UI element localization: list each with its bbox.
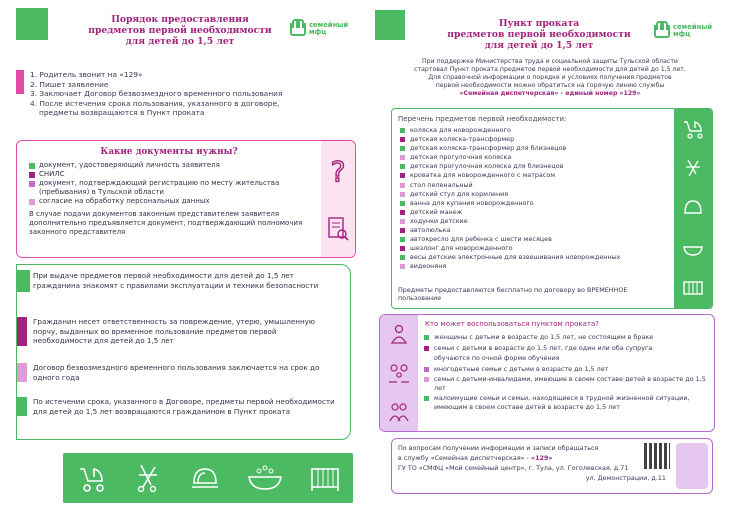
title-line: Порядок предоставления — [111, 14, 249, 25]
rules-box — [16, 264, 351, 440]
rule-text: Договор безвозмездного временного пользования заключается на срок до одного года — [33, 363, 320, 382]
item-entry: ходунки детские — [400, 217, 712, 226]
items-box — [391, 108, 713, 309]
rule-item — [17, 363, 337, 382]
intro-line: стартовал Пункт проката предметов первой необходимости для детей до 1,5 лет. — [414, 66, 686, 73]
title-line: для детей до 1,5 лет — [484, 40, 594, 51]
rule-marker — [17, 317, 27, 346]
items-note: Предметы предоставляются бесплатно по договору во ВРЕМЕННОЕ пользование — [398, 286, 628, 302]
eligibility-item: малоимущие семьи и семьи, находящиеся в трудной жизненной ситуации, имеющим в своем составе детей в возрасте до 1,5 лет — [424, 394, 712, 411]
rule-text: По истечении срока, указанного в Договоре, предметы первой необходимости для детей до 1,5 лет возвращаются гражданином в Пункт проката — [33, 397, 335, 416]
steps-accent — [16, 70, 24, 94]
eligibility-item: многодетные семьи с детьми в возрасте до 1,5 лет — [424, 365, 712, 374]
intro-line: Для справочной информации о порядке и условиях получения предметов — [428, 74, 672, 81]
walker-stroller-icon — [681, 158, 705, 180]
walker-stroller-icon — [131, 461, 165, 495]
rule-text: При выдаче предметов первой необходимости для детей до 1,5 лет гражданина знакомят с правилами эксплуатации и техники безопасности — [33, 271, 319, 290]
rule-item — [17, 317, 337, 346]
items-title: Перечень предметов первой необходимости: — [398, 115, 567, 123]
logo-icon — [290, 23, 306, 36]
logo-icon — [654, 25, 670, 38]
title-line: предметов первой необходимости — [447, 29, 631, 40]
intro-line: При поддержке Министерства труда и социальной защиты Тульской области — [422, 58, 678, 65]
car-seat-icon — [188, 461, 222, 495]
logo-text: мфц — [673, 30, 691, 38]
item-entry: ванна для купания новорожденного — [400, 199, 712, 208]
item-entry: шезлонг для новорожденного — [400, 244, 712, 253]
hotline-number: «129» — [530, 454, 553, 462]
item-entry: видеоняня — [400, 262, 712, 271]
corner-square — [375, 10, 405, 40]
question-icon — [327, 156, 349, 186]
stroller-icon — [681, 118, 705, 140]
parents-icon — [387, 401, 411, 423]
eligibility-item: обучаются по очной форме обучения — [424, 354, 712, 363]
rules-tab — [16, 270, 30, 292]
item-entry: автолюлька — [400, 226, 712, 235]
eligibility-item: женщины с детьми в возрасте до 1,5 лет, не состоящим в браке — [424, 333, 712, 342]
left-title — [70, 14, 290, 47]
svg-text:?: ? — [330, 156, 346, 186]
rule-item — [17, 397, 337, 416]
bathtub-icon — [681, 237, 705, 259]
item-entry: детская коляска-трансформер для близнецов — [400, 144, 712, 153]
eligibility-title: Кто может воспользоваться пунктом проката? — [425, 320, 599, 328]
family-icon — [387, 362, 411, 384]
logo-text: мфц — [309, 28, 327, 36]
document-item: СНИЛС — [29, 170, 315, 179]
logo-text: семейный — [673, 23, 713, 31]
bathtub-icon — [245, 461, 285, 495]
hotline-text: «Семейная диспетчерская» - единый номер «129» — [459, 90, 641, 97]
item-entry: детская прогулочная коляска для близнецов — [400, 162, 712, 171]
corner-square — [16, 8, 48, 40]
item-entry: стол пеленальный — [400, 181, 712, 190]
mfc-logo — [290, 22, 348, 36]
document-item: документ, подтверждающий регистрацию по месту жительства (пребывания) в Тульской области — [29, 179, 315, 197]
title-line: предметов первой необходимости — [88, 25, 272, 36]
icons-band — [63, 453, 353, 503]
right-title — [429, 18, 649, 51]
documents-note: В случае подачи документов законным представителем заявителя дополнительно предъявляется документ, подтверждающий полномочия законного представителя — [29, 210, 303, 236]
rule-marker — [17, 397, 27, 416]
contact-address: ул. Демонстрации, д.11 — [585, 474, 666, 482]
crib-icon — [681, 277, 705, 299]
items-sidebar — [674, 109, 712, 308]
rule-marker — [17, 363, 27, 382]
step-item: предметы возвращаются в Пункт проката — [39, 108, 205, 118]
eligibility-list — [424, 333, 712, 413]
eligibility-item: семьи с детьми в возрасте до 1,5 лет, где один или оба супруга — [424, 344, 712, 353]
document-item: согласие на обработку персональных данных — [29, 197, 315, 206]
contact-line: По вопросам получении информации и записи обращаться — [398, 444, 599, 452]
title-line: для детей до 1,5 лет — [125, 36, 235, 47]
contact-line: в службу «Семейная диспетчерская» - — [398, 454, 531, 462]
item-entry: автокресло для ребенка с шести месяцев — [400, 235, 712, 244]
eligibility-item: семьи с детьми-инвалидами, имеющие в своем составе детей в возрасте до 1,5 лет — [424, 375, 712, 392]
documents-list — [17, 161, 355, 206]
eligibility-sidebar — [380, 315, 418, 431]
item-entry: детский манеж — [400, 208, 712, 217]
documents-title: Какие документы нужны? — [100, 147, 238, 157]
steps-list — [16, 70, 356, 118]
rule-item — [17, 271, 337, 290]
item-entry: детский стул для кормления — [400, 190, 712, 199]
document-search-icon — [327, 216, 349, 242]
car-seat-icon — [681, 197, 705, 219]
rule-text: Гражданин несет ответственность за повреждение, утерю, умышленную порчу, выданных во временное пользование предметов первой необходимости для детей до 1,5 лет — [33, 317, 315, 346]
contact-box — [391, 438, 713, 494]
left-page — [0, 0, 362, 510]
intro-line: первой необходимости можно обратиться на горячую линию службы — [435, 82, 665, 89]
mfc-logo — [654, 24, 712, 38]
documents-sidebar — [321, 141, 355, 257]
documents-box — [16, 140, 356, 258]
logo-text: семейный — [309, 21, 349, 29]
stroller-icon — [74, 461, 108, 495]
right-page — [369, 0, 731, 510]
title-line: Пункт проката — [498, 18, 580, 29]
document-item: документ, удостоверяющий личность заявителя — [29, 161, 315, 170]
contact-address: ГУ ТО «СМФЦ «Мой семейный центр», г. Тула, ул. Гоголевская, д.71 — [398, 464, 629, 472]
mother-icon — [387, 323, 411, 345]
item-entry: детская коляска-трансформер — [400, 135, 712, 144]
item-entry: коляска для новорожденного — [400, 126, 712, 135]
qr-code[interactable] — [644, 443, 670, 469]
document-icon — [676, 443, 708, 489]
item-entry: кроватка для новорожденного с матрасом — [400, 171, 712, 180]
item-entry: детская прогулочная коляска — [400, 153, 712, 162]
step-item: 1. Родитель звонит на «129» — [30, 70, 143, 79]
intro-text — [369, 58, 731, 98]
items-list — [392, 126, 712, 272]
step-item: 2. Пишет заявление — [30, 79, 109, 89]
step-item: 3. Заключает Договор безвозмездного временного пользования — [30, 89, 283, 99]
eligibility-box — [379, 314, 715, 432]
crib-icon — [308, 461, 342, 495]
item-entry: весы детские электронные для взвешивания новорожденных — [400, 253, 712, 262]
step-item: 4. После истечения срока пользования, указанного в договоре, — [30, 98, 280, 108]
